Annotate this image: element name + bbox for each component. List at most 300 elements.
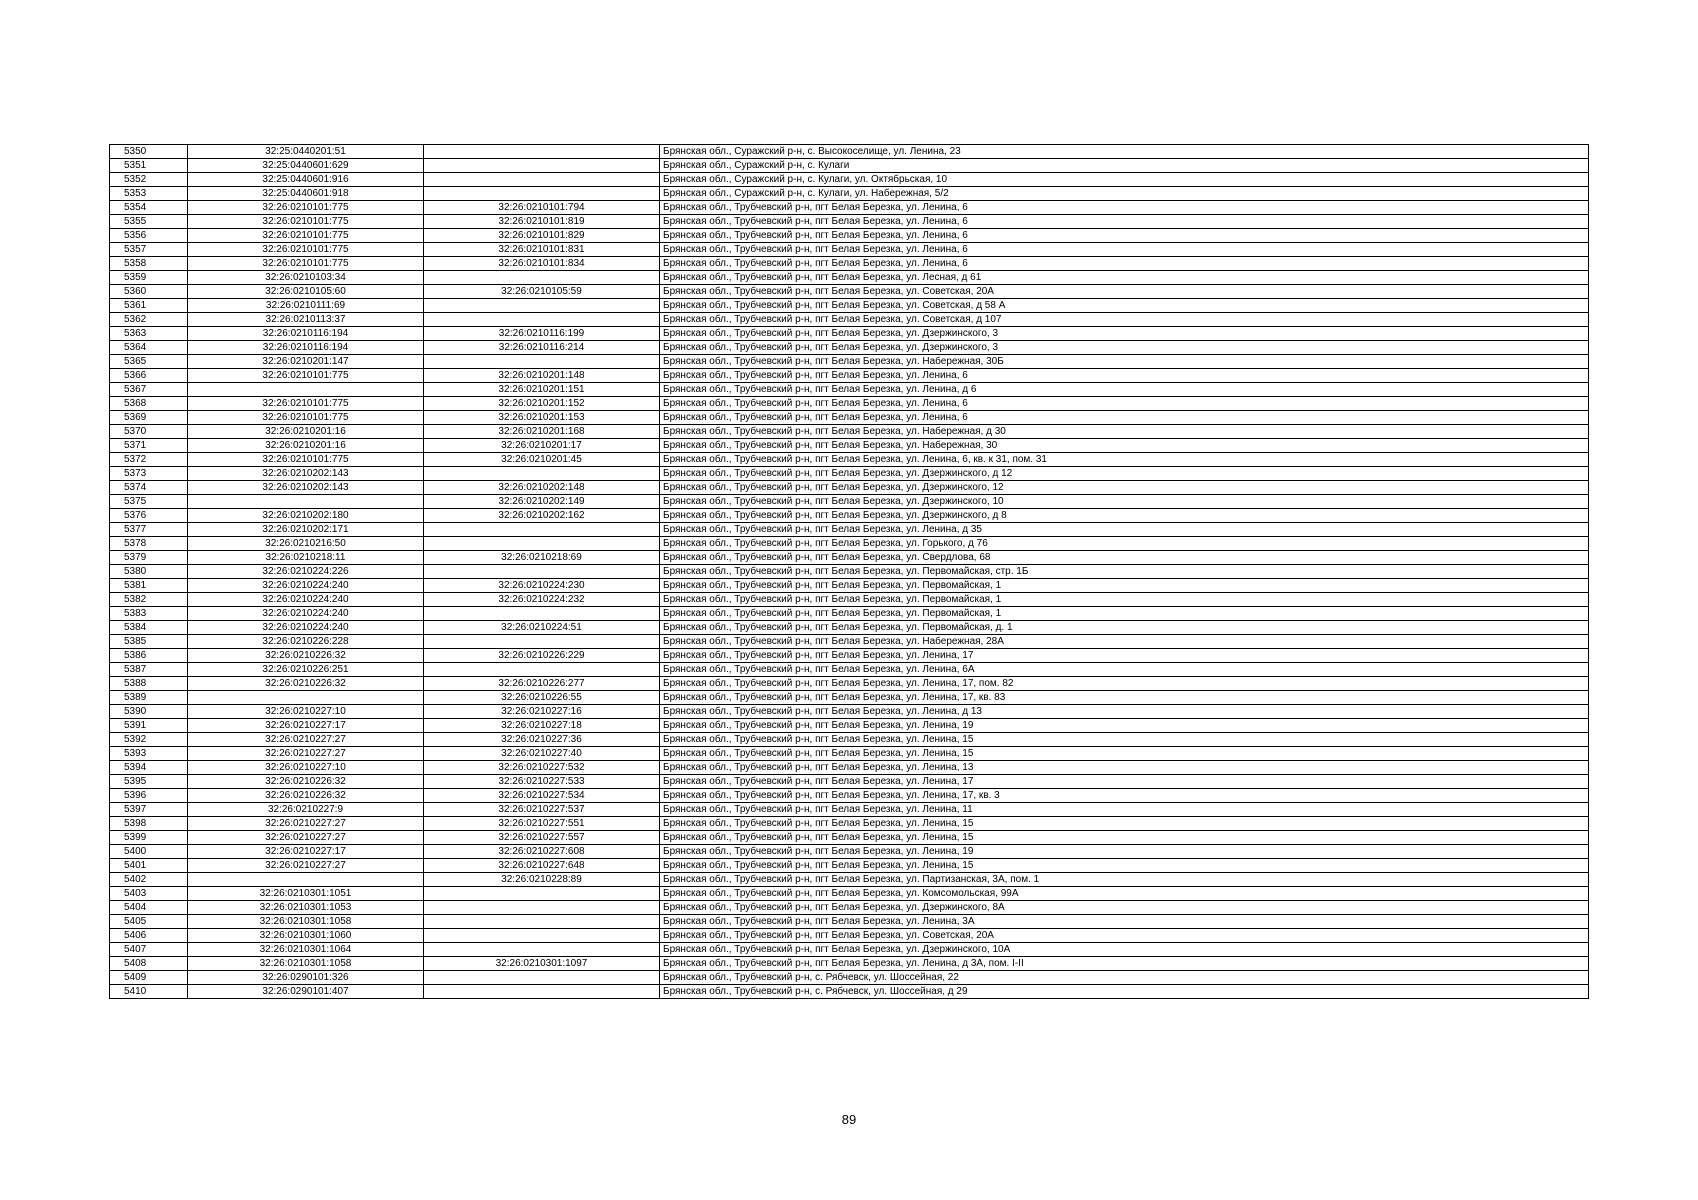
address-cell: Брянская обл., Трубчевский р-н, пгт Белая Березка, ул. Дзержинского, 3: [660, 341, 1589, 355]
cadastral-number-cell: 32:26:0210224:226: [188, 565, 424, 579]
address-cell: Брянская обл., Трубчевский р-н, с. Рябчевск, ул. Шоссейная, д 29: [660, 985, 1589, 999]
table-row: [110, 327, 1589, 341]
linked-cadastral-number-cell: [424, 159, 660, 173]
table-row: [110, 397, 1589, 411]
cadastral-number-cell: 32:26:0210226:32: [188, 677, 424, 691]
row-number-cell: 5377: [110, 523, 188, 537]
cadastral-number-cell: 32:26:0290101:407: [188, 985, 424, 999]
row-number-cell: 5375: [110, 495, 188, 509]
address-cell: Брянская обл., Трубчевский р-н, пгт Белая Березка, ул. Ленина, 17, кв. 3: [660, 789, 1589, 803]
table-row: [110, 565, 1589, 579]
address-cell: Брянская обл., Трубчевский р-н, пгт Белая Березка, ул. Советская, д 58 А: [660, 299, 1589, 313]
linked-cadastral-number-cell: 32:26:0210224:51: [424, 621, 660, 635]
cadastral-number-cell: 32:26:0210226:228: [188, 635, 424, 649]
address-cell: Брянская обл., Трубчевский р-н, пгт Белая Березка, ул. Первомайская, стр. 1Б: [660, 565, 1589, 579]
row-number-cell: 5383: [110, 607, 188, 621]
table-row: [110, 257, 1589, 271]
row-number-cell: 5409: [110, 971, 188, 985]
row-number-cell: 5408: [110, 957, 188, 971]
linked-cadastral-number-cell: [424, 985, 660, 999]
cadastral-number-cell: 32:26:0210301:1064: [188, 943, 424, 957]
cadastral-number-cell: 32:26:0210301:1060: [188, 929, 424, 943]
address-cell: Брянская обл., Трубчевский р-н, пгт Белая Березка, ул. Дзержинского, 10А: [660, 943, 1589, 957]
linked-cadastral-number-cell: [424, 313, 660, 327]
row-number-cell: 5401: [110, 859, 188, 873]
cadastral-number-cell: 32:26:0210116:194: [188, 341, 424, 355]
linked-cadastral-number-cell: [424, 943, 660, 957]
linked-cadastral-number-cell: 32:26:0210101:831: [424, 243, 660, 257]
linked-cadastral-number-cell: 32:26:0210227:18: [424, 719, 660, 733]
address-cell: Брянская обл., Трубчевский р-н, с. Рябчевск, ул. Шоссейная, 22: [660, 971, 1589, 985]
table-row: [110, 859, 1589, 873]
linked-cadastral-number-cell: [424, 145, 660, 159]
address-cell: Брянская обл., Трубчевский р-н, пгт Белая Березка, ул. Лесная, д 61: [660, 271, 1589, 285]
row-number-cell: 5400: [110, 845, 188, 859]
cadastral-number-cell: 32:26:0210227:27: [188, 831, 424, 845]
table-row: [110, 509, 1589, 523]
cadastral-number-cell: 32:26:0210227:17: [188, 845, 424, 859]
row-number-cell: 5354: [110, 201, 188, 215]
table-row: [110, 145, 1589, 159]
address-cell: Брянская обл., Трубчевский р-н, пгт Белая Березка, ул. Ленина, 6: [660, 243, 1589, 257]
row-number-cell: 5380: [110, 565, 188, 579]
linked-cadastral-number-cell: [424, 271, 660, 285]
address-cell: Брянская обл., Трубчевский р-н, пгт Белая Березка, ул. Первомайская, 1: [660, 607, 1589, 621]
address-cell: Брянская обл., Трубчевский р-н, пгт Белая Березка, ул. Ленина, д 13: [660, 705, 1589, 719]
cadastral-number-cell: 32:26:0210224:240: [188, 607, 424, 621]
table-body: [110, 145, 1589, 999]
table-row: [110, 215, 1589, 229]
cadastral-number-cell: 32:25:0440601:916: [188, 173, 424, 187]
row-number-cell: 5353: [110, 187, 188, 201]
address-cell: Брянская обл., Трубчевский р-н, пгт Белая Березка, ул. Ленина, 15: [660, 859, 1589, 873]
address-cell: Брянская обл., Трубчевский р-н, пгт Белая Березка, ул. Ленина, 17, пом. 82: [660, 677, 1589, 691]
cadastral-number-cell: 32:26:0290101:326: [188, 971, 424, 985]
linked-cadastral-number-cell: 32:26:0210224:232: [424, 593, 660, 607]
table-row: [110, 831, 1589, 845]
address-cell: Брянская обл., Трубчевский р-н, пгт Белая Березка, ул. Дзержинского, 3: [660, 327, 1589, 341]
table-row: [110, 929, 1589, 943]
cadastral-number-cell: 32:26:0210201:147: [188, 355, 424, 369]
address-cell: Брянская обл., Трубчевский р-н, пгт Белая Березка, ул. Ленина, 6: [660, 215, 1589, 229]
table-row: [110, 803, 1589, 817]
cadastral-number-cell: 32:26:0210101:775: [188, 397, 424, 411]
row-number-cell: 5357: [110, 243, 188, 257]
row-number-cell: 5368: [110, 397, 188, 411]
address-cell: Брянская обл., Трубчевский р-н, пгт Белая Березка, ул. Ленина, 6, кв. к 31, пом. 31: [660, 453, 1589, 467]
linked-cadastral-number-cell: [424, 929, 660, 943]
table-row: [110, 915, 1589, 929]
table-row: [110, 705, 1589, 719]
linked-cadastral-number-cell: 32:26:0210227:648: [424, 859, 660, 873]
row-number-cell: 5363: [110, 327, 188, 341]
row-number-cell: 5404: [110, 901, 188, 915]
table-row: [110, 957, 1589, 971]
linked-cadastral-number-cell: [424, 565, 660, 579]
linked-cadastral-number-cell: 32:26:0210101:794: [424, 201, 660, 215]
table-row: [110, 761, 1589, 775]
table-row: [110, 453, 1589, 467]
row-number-cell: 5388: [110, 677, 188, 691]
cadastral-number-cell: 32:26:0210227:27: [188, 859, 424, 873]
cadastral-number-cell: 32:26:0210202:143: [188, 481, 424, 495]
linked-cadastral-number-cell: 32:26:0210301:1097: [424, 957, 660, 971]
linked-cadastral-number-cell: [424, 915, 660, 929]
address-cell: Брянская обл., Трубчевский р-н, пгт Белая Березка, ул. Горького, д 76: [660, 537, 1589, 551]
linked-cadastral-number-cell: 32:26:0210201:45: [424, 453, 660, 467]
row-number-cell: 5399: [110, 831, 188, 845]
cadastral-number-cell: 32:26:0210113:37: [188, 313, 424, 327]
row-number-cell: 5394: [110, 761, 188, 775]
linked-cadastral-number-cell: 32:26:0210201:152: [424, 397, 660, 411]
cadastral-number-cell: 32:26:0210201:16: [188, 425, 424, 439]
linked-cadastral-number-cell: 32:26:0210224:230: [424, 579, 660, 593]
table-row: [110, 201, 1589, 215]
cadastral-number-cell: 32:26:0210101:775: [188, 411, 424, 425]
table-row: [110, 439, 1589, 453]
linked-cadastral-number-cell: 32:26:0210228:89: [424, 873, 660, 887]
table-row: [110, 159, 1589, 173]
address-cell: Брянская обл., Трубчевский р-н, пгт Белая Березка, ул. Партизанская, 3А, пом. 1: [660, 873, 1589, 887]
table-row: [110, 747, 1589, 761]
row-number-cell: 5376: [110, 509, 188, 523]
address-cell: Брянская обл., Суражский р-н, с. Кулаги, ул. Октябрьская, 10: [660, 173, 1589, 187]
cadastral-number-cell: [188, 495, 424, 509]
table-row: [110, 677, 1589, 691]
table-row: [110, 733, 1589, 747]
row-number-cell: 5352: [110, 173, 188, 187]
linked-cadastral-number-cell: [424, 635, 660, 649]
address-cell: Брянская обл., Трубчевский р-н, пгт Белая Березка, ул. Советская, д 107: [660, 313, 1589, 327]
address-cell: Брянская обл., Трубчевский р-н, пгт Белая Березка, ул. Ленина, 17: [660, 775, 1589, 789]
linked-cadastral-number-cell: [424, 299, 660, 313]
address-cell: Брянская обл., Трубчевский р-н, пгт Белая Березка, ул. Комсомольская, 99А: [660, 887, 1589, 901]
linked-cadastral-number-cell: 32:26:0210227:608: [424, 845, 660, 859]
table-row: [110, 551, 1589, 565]
table-row: [110, 355, 1589, 369]
cadastral-number-cell: 32:25:0440601:918: [188, 187, 424, 201]
cadastral-number-cell: 32:26:0210301:1058: [188, 915, 424, 929]
data-table: [109, 144, 1589, 999]
row-number-cell: 5410: [110, 985, 188, 999]
table-row: [110, 313, 1589, 327]
row-number-cell: 5371: [110, 439, 188, 453]
address-cell: Брянская обл., Трубчевский р-н, пгт Белая Березка, ул. Ленина, 15: [660, 733, 1589, 747]
linked-cadastral-number-cell: 32:26:0210227:16: [424, 705, 660, 719]
table-row: [110, 229, 1589, 243]
row-number-cell: 5355: [110, 215, 188, 229]
cadastral-number-cell: 32:26:0210201:16: [188, 439, 424, 453]
cadastral-number-cell: 32:26:0210227:17: [188, 719, 424, 733]
row-number-cell: 5396: [110, 789, 188, 803]
cadastral-number-cell: 32:26:0210227:27: [188, 733, 424, 747]
table-row: [110, 635, 1589, 649]
address-cell: Брянская обл., Трубчевский р-н, пгт Белая Березка, ул. Первомайская, 1: [660, 579, 1589, 593]
linked-cadastral-number-cell: 32:26:0210101:834: [424, 257, 660, 271]
linked-cadastral-number-cell: 32:26:0210101:819: [424, 215, 660, 229]
address-cell: Брянская обл., Трубчевский р-н, пгт Белая Березка, ул. Ленина, 6: [660, 257, 1589, 271]
address-cell: Брянская обл., Трубчевский р-н, пгт Белая Березка, ул. Ленина, 6: [660, 369, 1589, 383]
table-row: [110, 775, 1589, 789]
linked-cadastral-number-cell: 32:26:0210202:162: [424, 509, 660, 523]
cadastral-number-cell: 32:25:0440601:629: [188, 159, 424, 173]
cadastral-number-cell: 32:26:0210224:240: [188, 593, 424, 607]
address-cell: Брянская обл., Трубчевский р-н, пгт Белая Березка, ул. Ленина, 17: [660, 649, 1589, 663]
row-number-cell: 5378: [110, 537, 188, 551]
cadastral-number-cell: 32:26:0210101:775: [188, 453, 424, 467]
table-row: [110, 285, 1589, 299]
row-number-cell: 5384: [110, 621, 188, 635]
table-row: [110, 943, 1589, 957]
address-cell: Брянская обл., Трубчевский р-н, пгт Белая Березка, ул. Ленина, 6: [660, 229, 1589, 243]
cadastral-number-cell: 32:26:0210202:180: [188, 509, 424, 523]
address-cell: Брянская обл., Трубчевский р-н, пгт Белая Березка, ул. Ленина, 19: [660, 845, 1589, 859]
row-number-cell: 5382: [110, 593, 188, 607]
table-row: [110, 607, 1589, 621]
cadastral-number-cell: [188, 691, 424, 705]
cadastral-number-cell: 32:26:0210218:11: [188, 551, 424, 565]
linked-cadastral-number-cell: 32:26:0210226:277: [424, 677, 660, 691]
address-cell: Брянская обл., Трубчевский р-н, пгт Белая Березка, ул. Ленина, 17, кв. 83: [660, 691, 1589, 705]
row-number-cell: 5362: [110, 313, 188, 327]
linked-cadastral-number-cell: 32:26:0210105:59: [424, 285, 660, 299]
linked-cadastral-number-cell: 32:26:0210201:151: [424, 383, 660, 397]
row-number-cell: 5406: [110, 929, 188, 943]
address-cell: Брянская обл., Трубчевский р-н, пгт Белая Березка, ул. Дзержинского, 12: [660, 481, 1589, 495]
linked-cadastral-number-cell: [424, 901, 660, 915]
linked-cadastral-number-cell: [424, 467, 660, 481]
address-cell: Брянская обл., Трубчевский р-н, пгт Белая Березка, ул. Ленина, 6: [660, 201, 1589, 215]
cadastral-number-cell: 32:26:0210101:775: [188, 215, 424, 229]
table-row: [110, 901, 1589, 915]
address-cell: Брянская обл., Трубчевский р-н, пгт Белая Березка, ул. Ленина, 15: [660, 831, 1589, 845]
row-number-cell: 5372: [110, 453, 188, 467]
cadastral-number-cell: 32:26:0210227:10: [188, 705, 424, 719]
row-number-cell: 5365: [110, 355, 188, 369]
linked-cadastral-number-cell: 32:26:0210202:149: [424, 495, 660, 509]
linked-cadastral-number-cell: 32:26:0210227:534: [424, 789, 660, 803]
table-row: [110, 845, 1589, 859]
linked-cadastral-number-cell: [424, 187, 660, 201]
address-cell: Брянская обл., Трубчевский р-н, пгт Белая Березка, ул. Ленина, 6А: [660, 663, 1589, 677]
address-cell: Брянская обл., Трубчевский р-н, пгт Белая Березка, ул. Дзержинского, д 8: [660, 509, 1589, 523]
cadastral-number-cell: 32:26:0210224:240: [188, 621, 424, 635]
row-number-cell: 5364: [110, 341, 188, 355]
address-cell: Брянская обл., Трубчевский р-н, пгт Белая Березка, ул. Набережная, д 30: [660, 425, 1589, 439]
address-cell: Брянская обл., Трубчевский р-н, пгт Белая Березка, ул. Ленина, 19: [660, 719, 1589, 733]
row-number-cell: 5366: [110, 369, 188, 383]
address-cell: Брянская обл., Трубчевский р-н, пгт Белая Березка, ул. Советская, 20А: [660, 285, 1589, 299]
row-number-cell: 5356: [110, 229, 188, 243]
address-cell: Брянская обл., Трубчевский р-н, пгт Белая Березка, ул. Ленина, д 35: [660, 523, 1589, 537]
table-row: [110, 523, 1589, 537]
linked-cadastral-number-cell: 32:26:0210226:55: [424, 691, 660, 705]
row-number-cell: 5403: [110, 887, 188, 901]
row-number-cell: 5351: [110, 159, 188, 173]
address-cell: Брянская обл., Трубчевский р-н, пгт Белая Березка, ул. Ленина, 6: [660, 397, 1589, 411]
linked-cadastral-number-cell: 32:26:0210116:199: [424, 327, 660, 341]
address-cell: Брянская обл., Трубчевский р-н, пгт Белая Березка, ул. Ленина, 13: [660, 761, 1589, 775]
linked-cadastral-number-cell: 32:26:0210201:17: [424, 439, 660, 453]
row-number-cell: 5387: [110, 663, 188, 677]
linked-cadastral-number-cell: 32:26:0210227:533: [424, 775, 660, 789]
linked-cadastral-number-cell: [424, 971, 660, 985]
cadastral-number-cell: 32:26:0210224:240: [188, 579, 424, 593]
linked-cadastral-number-cell: 32:26:0210227:537: [424, 803, 660, 817]
address-cell: Брянская обл., Трубчевский р-н, пгт Белая Березка, ул. Набережная, 30Б: [660, 355, 1589, 369]
table-row: [110, 719, 1589, 733]
row-number-cell: 5361: [110, 299, 188, 313]
linked-cadastral-number-cell: 32:26:0210227:40: [424, 747, 660, 761]
address-cell: Брянская обл., Трубчевский р-н, пгт Белая Березка, ул. Дзержинского, 10: [660, 495, 1589, 509]
address-cell: Брянская обл., Трубчевский р-н, пгт Белая Березка, ул. Ленина, д 3А, пом. I-II: [660, 957, 1589, 971]
linked-cadastral-number-cell: 32:26:0210227:557: [424, 831, 660, 845]
cadastral-number-cell: 32:26:0210101:775: [188, 257, 424, 271]
address-cell: Брянская обл., Трубчевский р-н, пгт Белая Березка, ул. Первомайская, д. 1: [660, 621, 1589, 635]
table-row: [110, 495, 1589, 509]
table-row: [110, 663, 1589, 677]
row-number-cell: 5381: [110, 579, 188, 593]
table-row: [110, 187, 1589, 201]
linked-cadastral-number-cell: 32:26:0210227:551: [424, 817, 660, 831]
cadastral-number-cell: 32:26:0210103:34: [188, 271, 424, 285]
table-row: [110, 691, 1589, 705]
row-number-cell: 5358: [110, 257, 188, 271]
page-number: 89: [841, 1112, 857, 1127]
table-row: [110, 467, 1589, 481]
table-row: [110, 593, 1589, 607]
table-row: [110, 481, 1589, 495]
linked-cadastral-number-cell: 32:26:0210227:36: [424, 733, 660, 747]
cadastral-number-cell: 32:26:0210227:27: [188, 817, 424, 831]
table-row: [110, 299, 1589, 313]
row-number-cell: 5398: [110, 817, 188, 831]
table-row: [110, 579, 1589, 593]
cadastral-number-cell: 32:26:0210111:69: [188, 299, 424, 313]
cadastral-number-cell: 32:26:0210301:1053: [188, 901, 424, 915]
address-cell: Брянская обл., Суражский р-н, с. Кулаги: [660, 159, 1589, 173]
table-row: [110, 649, 1589, 663]
cadastral-number-cell: 32:26:0210301:1051: [188, 887, 424, 901]
cadastral-number-cell: [188, 873, 424, 887]
table-row: [110, 621, 1589, 635]
row-number-cell: 5385: [110, 635, 188, 649]
row-number-cell: 5367: [110, 383, 188, 397]
row-number-cell: 5379: [110, 551, 188, 565]
row-number-cell: 5389: [110, 691, 188, 705]
address-cell: Брянская обл., Трубчевский р-н, пгт Белая Березка, ул. Советская, 20А: [660, 929, 1589, 943]
table-row: [110, 985, 1589, 999]
row-number-cell: 5402: [110, 873, 188, 887]
linked-cadastral-number-cell: [424, 537, 660, 551]
table-row: [110, 173, 1589, 187]
linked-cadastral-number-cell: [424, 607, 660, 621]
cadastral-number-cell: 32:26:0210227:9: [188, 803, 424, 817]
address-cell: Брянская обл., Трубчевский р-н, пгт Белая Березка, ул. Дзержинского, 8А: [660, 901, 1589, 915]
cadastral-number-cell: 32:25:0440201:51: [188, 145, 424, 159]
row-number-cell: 5359: [110, 271, 188, 285]
row-number-cell: 5391: [110, 719, 188, 733]
table-row: [110, 271, 1589, 285]
linked-cadastral-number-cell: [424, 663, 660, 677]
cadastral-number-cell: 32:26:0210226:32: [188, 649, 424, 663]
linked-cadastral-number-cell: [424, 887, 660, 901]
row-number-cell: 5390: [110, 705, 188, 719]
row-number-cell: 5395: [110, 775, 188, 789]
row-number-cell: 5392: [110, 733, 188, 747]
linked-cadastral-number-cell: 32:26:0210226:229: [424, 649, 660, 663]
address-cell: Брянская обл., Трубчевский р-н, пгт Белая Березка, ул. Ленина, 3А: [660, 915, 1589, 929]
address-cell: Брянская обл., Трубчевский р-н, пгт Белая Березка, ул. Набережная, 30: [660, 439, 1589, 453]
cadastral-number-cell: 32:26:0210105:60: [188, 285, 424, 299]
table-row: [110, 537, 1589, 551]
cadastral-number-cell: [188, 383, 424, 397]
cadastral-number-cell: 32:26:0210101:775: [188, 229, 424, 243]
row-number-cell: 5386: [110, 649, 188, 663]
row-number-cell: 5397: [110, 803, 188, 817]
row-number-cell: 5370: [110, 425, 188, 439]
row-number-cell: 5405: [110, 915, 188, 929]
row-number-cell: 5407: [110, 943, 188, 957]
table-row: [110, 789, 1589, 803]
table-row: [110, 243, 1589, 257]
table-row: [110, 817, 1589, 831]
row-number-cell: 5350: [110, 145, 188, 159]
address-cell: Брянская обл., Трубчевский р-н, пгт Белая Березка, ул. Набережная, 28А: [660, 635, 1589, 649]
linked-cadastral-number-cell: [424, 355, 660, 369]
address-cell: Брянская обл., Трубчевский р-н, пгт Белая Березка, ул. Ленина, 11: [660, 803, 1589, 817]
table-row: [110, 341, 1589, 355]
linked-cadastral-number-cell: 32:26:0210218:69: [424, 551, 660, 565]
table-row: [110, 383, 1589, 397]
linked-cadastral-number-cell: 32:26:0210227:532: [424, 761, 660, 775]
address-cell: Брянская обл., Трубчевский р-н, пгт Белая Березка, ул. Ленина, 15: [660, 817, 1589, 831]
cadastral-number-cell: 32:26:0210301:1058: [188, 957, 424, 971]
linked-cadastral-number-cell: 32:26:0210116:214: [424, 341, 660, 355]
cadastral-number-cell: 32:26:0210101:775: [188, 201, 424, 215]
cadastral-number-cell: 32:26:0210216:50: [188, 537, 424, 551]
cadastral-number-cell: 32:26:0210226:32: [188, 789, 424, 803]
row-number-cell: 5374: [110, 481, 188, 495]
linked-cadastral-number-cell: [424, 523, 660, 537]
cadastral-number-cell: 32:26:0210202:171: [188, 523, 424, 537]
row-number-cell: 5373: [110, 467, 188, 481]
address-cell: Брянская обл., Трубчевский р-н, пгт Белая Березка, ул. Первомайская, 1: [660, 593, 1589, 607]
table-row: [110, 887, 1589, 901]
table-row: [110, 971, 1589, 985]
address-cell: Брянская обл., Трубчевский р-н, пгт Белая Березка, ул. Ленина, 6: [660, 411, 1589, 425]
table-row: [110, 369, 1589, 383]
cadastral-number-cell: 32:26:0210226:251: [188, 663, 424, 677]
address-cell: Брянская обл., Трубчевский р-н, пгт Белая Березка, ул. Дзержинского, д 12: [660, 467, 1589, 481]
cadastral-number-cell: 32:26:0210227:27: [188, 747, 424, 761]
address-cell: Брянская обл., Суражский р-н, с. Высокоселище, ул. Ленина, 23: [660, 145, 1589, 159]
row-number-cell: 5393: [110, 747, 188, 761]
linked-cadastral-number-cell: 32:26:0210201:153: [424, 411, 660, 425]
address-cell: Брянская обл., Суражский р-н, с. Кулаги, ул. Набережная, 5/2: [660, 187, 1589, 201]
table-row: [110, 873, 1589, 887]
linked-cadastral-number-cell: 32:26:0210201:148: [424, 369, 660, 383]
linked-cadastral-number-cell: 32:26:0210202:148: [424, 481, 660, 495]
cadastral-number-cell: 32:26:0210116:194: [188, 327, 424, 341]
linked-cadastral-number-cell: [424, 173, 660, 187]
cadastral-number-cell: 32:26:0210226:32: [188, 775, 424, 789]
row-number-cell: 5369: [110, 411, 188, 425]
table-row: [110, 425, 1589, 439]
row-number-cell: 5360: [110, 285, 188, 299]
cadastral-number-cell: 32:26:0210227:10: [188, 761, 424, 775]
address-cell: Брянская обл., Трубчевский р-н, пгт Белая Березка, ул. Свердлова, 68: [660, 551, 1589, 565]
